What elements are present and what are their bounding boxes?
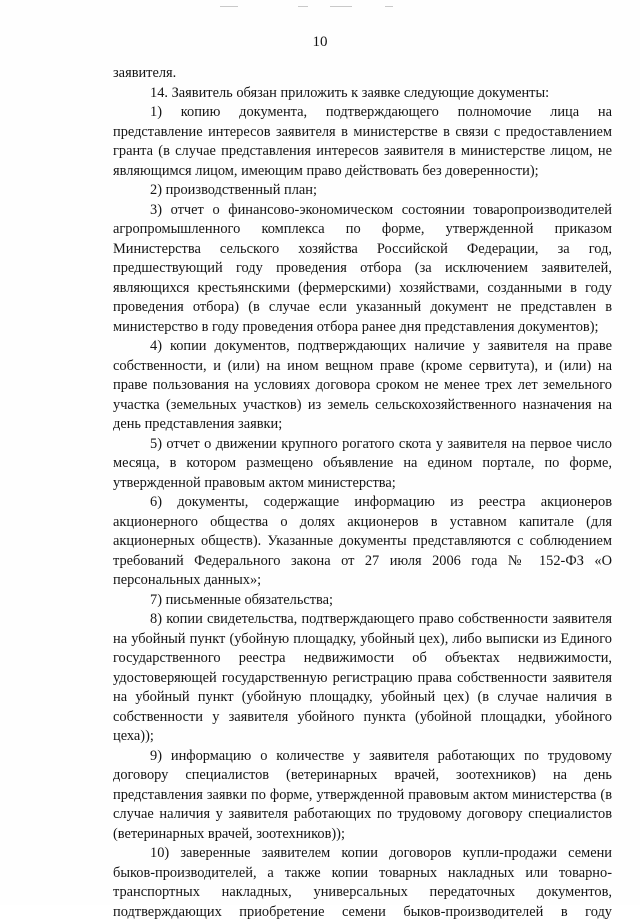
list-item-3: 3) отчет о финансово-экономическом состоянии товаропроизводителей агропромышленного комплекса по форме, утвержденной приказом Министерства сельского хозяйства Российской Федерации, за год, предшествующий году проведения отбора (за исключением заявителей, являющихся крестьянскими (фермерскими) хозяйствами, созданными в году проведения отбора) (в случае если указанный документ не представлен в министерство в году проведения отбора ранее дня представления документов); [113, 201, 612, 335]
list-item-4: 4) копии документов, подтверждающих наличие у заявителя на праве собственности, и (или) на ином вещном праве (кроме сервитута), и (или) на праве пользования на условиях договора сроком не менее трех лет земельного участка (земельных участков) из земель сельскохозяйственного назначения на день представления заявки; [113, 338, 612, 432]
paragraph-continuation: заявителя. [113, 65, 177, 81]
paragraph-14: 14. Заявитель обязан приложить к заявке следующие документы: [150, 84, 550, 101]
list-item-5: 5) отчет о движении крупного рогатого скота у заявителя на первое число месяца, в котором размещено объявление на едином портале, по форме, утвержденной правовым актом министерства; [113, 435, 612, 491]
scan-artifact [180, 4, 480, 10]
list-item-1: 1) копию документа, подтверждающего полномочие лица на представление интересов заявителя в министерстве в связи с предоставлением гранта (в случае представления интересов заявителя в министерстве лицом, не являющимся лицом, имеющим право действовать без доверенности); [113, 104, 612, 179]
list-item-10: 10) заверенные заявителем копии договоров купли-продажи семени быков-производителей, а также копии товарных накладных или товарно-транспортных накладных, универсальных передаточных документов, подтверждающих приобретение семени быков-производителей в году [113, 845, 612, 920]
list-item-2: 2) производственный план; [150, 182, 317, 198]
list-item-9: 9) информацию о количестве у заявителя работающих по трудовому договору специалистов (ветеринарных врачей, зоотехников) на день представления заявки по форме, утвержденной правовым актом министерства (в случае наличия у заявителя работающих по трудовому договору специалистов (ветеринарных врачей, зоотехников)); [113, 747, 612, 842]
list-item-8: 8) копии свидетельства, подтверждающего право собственности заявителя на убойный пункт (убойную площадку, убойный цех), либо выписки из Единого государственного реестра недвижимости об объектах недвижимости, удостоверяющей государственную регистрацию права собственности заявителя на убойный пункт (убойную площадку, убойный цех) (в случае наличия в собственности у заявителя убойного пункта (убойной площадки, убойного цеха)); [113, 611, 612, 744]
list-item-6: 6) документы, содержащие информацию из реестра акционеров акционерного общества о долях акционеров в уставном капитале (для акционерных обществ). Указанные документы представляются с соблюдением требований Федерального закона от 27 июля 2006 года № 152-ФЗ «О персональных данных»; [113, 494, 612, 588]
page-number: 10 [312, 34, 328, 50]
document-body [113, 64, 612, 922]
list-item-7: 7) письменные обязательства; [150, 591, 334, 608]
